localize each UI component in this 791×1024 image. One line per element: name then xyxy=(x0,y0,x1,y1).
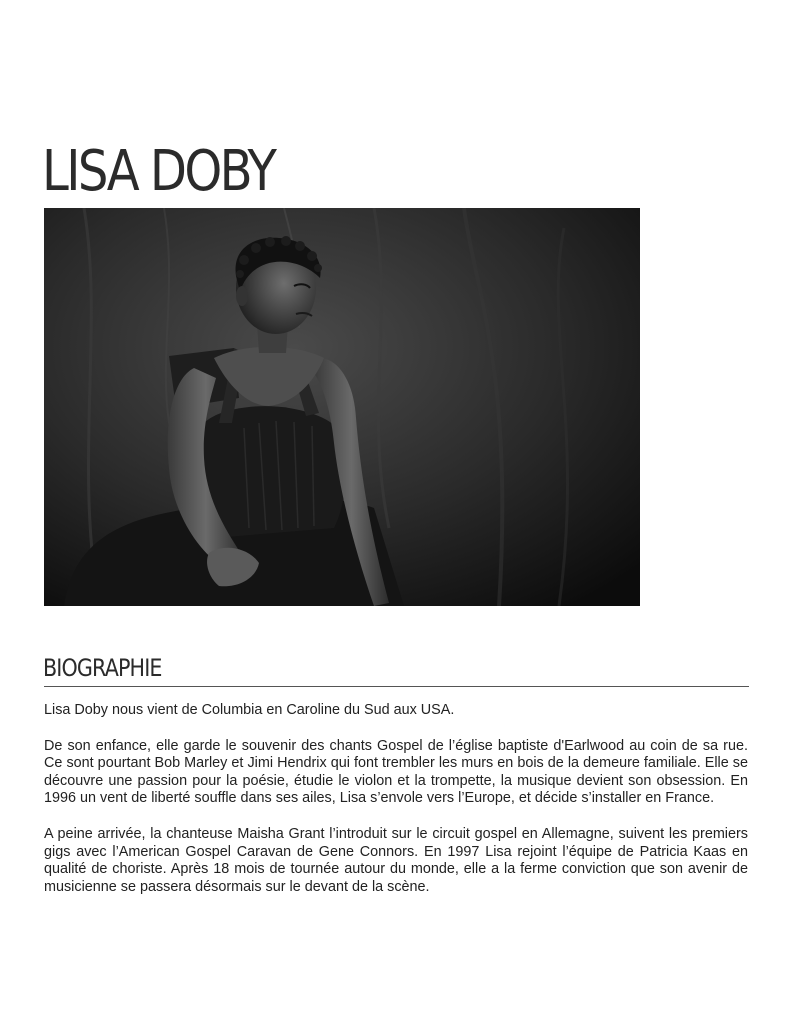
page-title: LISA DOBY xyxy=(42,139,275,204)
biography-text xyxy=(44,702,748,914)
section-divider xyxy=(44,686,749,687)
bio-paragraph: De son enfance, elle garde le souvenir des chants Gospel de l’église baptiste d'Earlwood au coin de sa rue. Ce sont pourtant Bob Marley et Jimi Hendrix qui font trembler les murs en bois de la demeure familiale. Elle se découvre une passion pour la poésie, étudie le violon et la trompette, la musique devient son obsession. En 1996 un vent de liberté souffle dans ses ailes, Lisa s’envole vers l’Europe, et décide s’installer en France. xyxy=(44,737,748,807)
bio-paragraph: Lisa Doby nous vient de Columbia en Caroline du Sud aux USA. xyxy=(44,702,455,718)
section-title-biographie: BIOGRAPHIE xyxy=(43,654,162,682)
artist-photo-illustration xyxy=(44,208,640,606)
artist-photo xyxy=(44,208,640,606)
bio-paragraph: A peine arrivée, la chanteuse Maisha Grant l’introduit sur le circuit gospel en Allemagne, suivent les premiers gigs avec l’American Gospel Caravan de Gene Connors. En 1997 Lisa rejoint l’équipe de Patricia Kaas en qualité de choriste. Après 18 mois de tournée autour du monde, elle a la ferme conviction que son avenir de musicienne se passera désormais sur le devant de la scène. xyxy=(44,825,748,895)
